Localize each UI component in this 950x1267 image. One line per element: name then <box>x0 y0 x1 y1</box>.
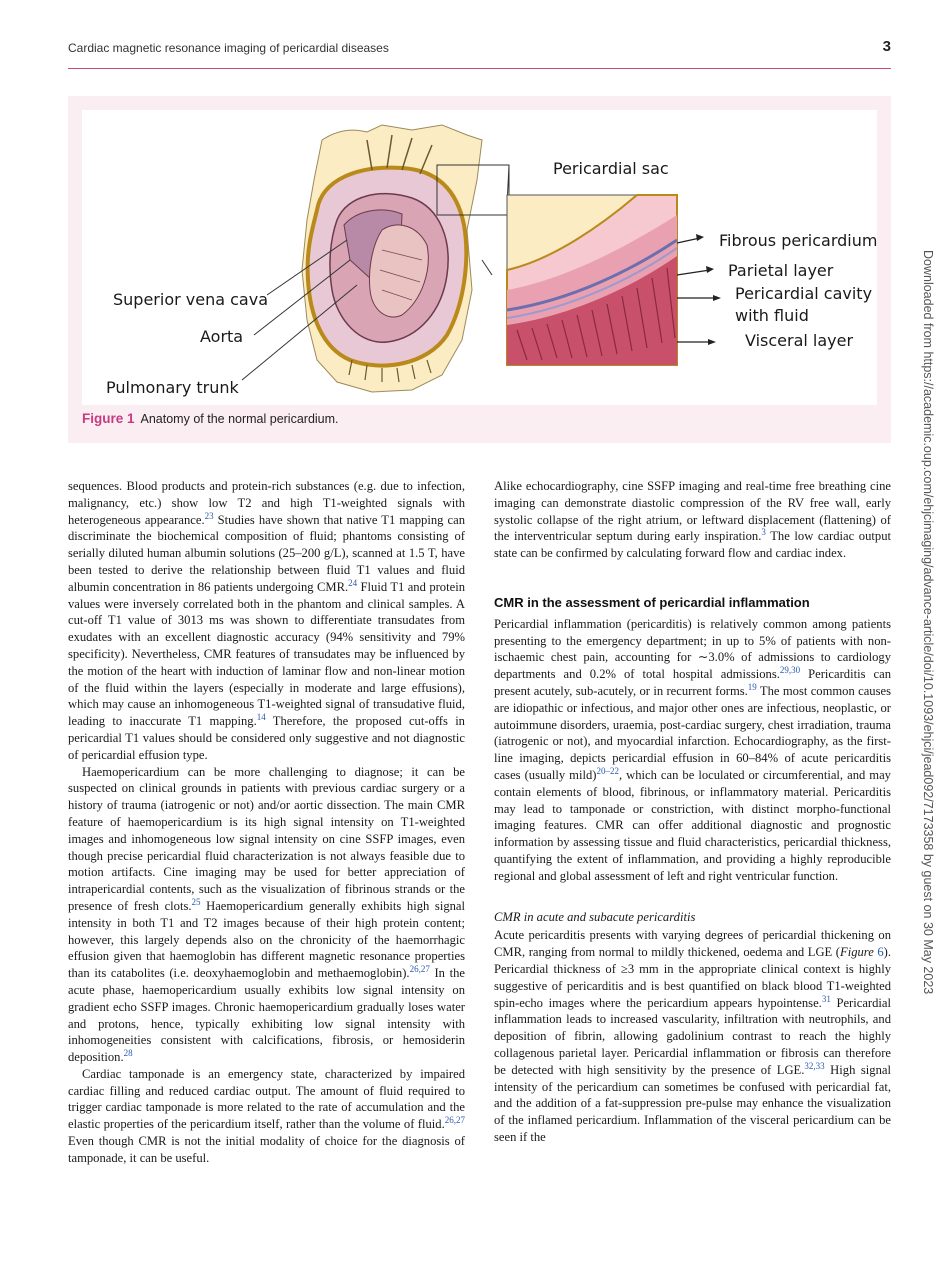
citation-link[interactable]: 19 <box>747 681 757 692</box>
label-fibrous-pericardium: Fibrous pericardium <box>719 231 878 250</box>
running-head: Cardiac magnetic resonance imaging of pericardial diseases <box>68 41 389 55</box>
download-notice-text: Downloaded from https://academic.oup.com/ehjcimaging/advance-article/doi/10.1093/ehjci/jead092/7173358 by guest on 30 May 2023 <box>921 250 935 995</box>
paragraph: Cardiac tamponade is an emergency state, characterized by impaired cardiac filling and reduced cardiac output. The amount of fluid required to trigger cardiac tamponade is more related to the rate of accumulation and the elastic properties of the pericardium itself, rather than the volume of fluid.$^{26,27}$ Even though CMR is not the initial modality of choice for the diagnosis of tamponade, it can be useful. <box>68 1066 465 1165</box>
pericardium-illustration <box>82 110 877 405</box>
label-parietal-layer: Parietal layer <box>728 261 834 280</box>
label-visceral-layer: Visceral layer <box>745 331 854 350</box>
label-pericardial-cavity-line2: with fluid <box>735 306 809 325</box>
paragraph: Acute pericarditis presents with varying degrees of pericardial thickening on CMR, ranging from normal to mildly thickened, oedema and LGE (Figure 6). Pericardial thickness of ≥3 mm in the appropriate clinical context is highly suggestive of pericarditis and is best quantified on black blood T1-weighted spin-echo images where the pericardium appears hypointense.$^{31}$ Pericardial inflammation leads to increased vascularity, infiltration with neutrophils, and deposition of fibrin, allowing gadolinium contrast to reach the highly collagenous parietal layer. Pericardial inflammation or fibrosis can therefore be detected with high sensitivity by the presence of LGE.$^{32,33}$ High signal intensity of the pericardium can sometimes be confused with pericardial fat, and the addition of a fat-suppression pre-pulse may enhance the visualization of the inflamed pericardium. Inflammation of the visceral pericardium can be seen if the <box>494 928 891 1144</box>
label-pericardial-sac: Pericardial sac <box>553 159 669 178</box>
figure-caption-text: Anatomy of the normal pericardium. <box>140 412 339 426</box>
page-header <box>68 38 891 69</box>
citation-link[interactable]: 23 <box>204 510 214 521</box>
paragraph: Haemopericardium can be more challenging to diagnose; it can be suspected on clinical grounds in patients with previous cardiac surgery or a history of trauma (iatrogenic or not) and/or aortic dissection. The main CMR feature of haemopericardium is its high signal intensity on T1-weighted images and inhomogeneous low signal intensity on cine SSFP images, even though precise pericardial fluid characterization is not always feasible due to motion artifacts. Cine imaging may be used for better appreciation of intrapericardial contents, such as the visualization of fibrinous strands or the presence of fresh clots.$^{25}$ Haemopericardium generally exhibits high signal intensity in both T1 and T2 images because of their high protein content; however, this largely depends also on the chronicity of the haemorrhagic effusion given that haemoglobin has different magnetic resonance properties than its catabolites (i.e. deoxyhaemoglobin and methaemoglobin).$^{26,27}$ In the acute phase, haemopericardium usually exhibits low signal intensity on gradient echo SSFP images. Chronic haemopericardium gradually loses water and protons, hence, typically exhibiting low signal intensity with inhomogeneities consistent with calcifications, fibrosis, or hemosiderin deposition.$^{28}$ <box>68 764 465 1065</box>
download-watermark <box>921 250 935 1010</box>
paragraph: Alike echocardiography, cine SSFP imaging and real-time free breathing cine imaging can demonstrate diastolic compression of the RV free wall, early systolic collapse of the right atrium, or leftward displacement (flattening) of the interventricular septum during early inspiration.$^3$ The low cardiac output state can be confirmed by calculating forward flow and cardiac index. <box>494 479 891 561</box>
figure-1 <box>68 96 891 443</box>
citation-link[interactable]: 3 <box>761 527 766 538</box>
citation-link[interactable]: 32,33 <box>804 1060 825 1071</box>
left-column <box>68 478 465 1167</box>
paragraph: sequences. Blood products and protein-rich substances (e.g. due to infection, malignancy, etc.) show low T2 and high T1-weighted signals with heterogeneous appearance.$^{23}$ Studies have shown that native T1 mapping can discriminate the biochemical composition of fluid; phantoms consisting of serially diluted human albumin solutions (25–200 g/L), scanned at 1.5 T, have been tested to derive the relationship between fluid T1 values and fluid albumin concentration in 86 patients undergoing CMR.$^{24}$ Fluid T1 and protein values were inversely correlated both in the phantom and clinical samples. A cut-off T1 value of 3013 ms was shown to differentiate transudates from exudates with an excellent diagnostic accuracy (94% sensitivity and 79% specificity). Nevertheless, CMR features of transudates may be influenced by the motion of the heart with induction of laminar flow and non-linear motion of the fluid within the layers (especially in moderate and large effusions), which may cause an inhomogeneous T1-weighted signal of transudative fluid, leading to inaccurate T1 mapping.$^{14}$ Therefore, the proposed cut-offs in pericardial T1 values should be considered only suggestive and not diagnostic of pericardial effusion type. <box>68 479 465 762</box>
right-column <box>494 478 891 1146</box>
figure-caption <box>82 411 339 426</box>
figure-number-link[interactable]: 6 <box>877 945 884 960</box>
figure-reference-link[interactable]: Figure <box>840 945 874 960</box>
section-heading: CMR in the assessment of pericardial inflammation <box>494 594 810 610</box>
label-pulmonary-trunk: Pulmonary trunk <box>106 378 239 397</box>
label-superior-vena-cava: Superior vena cava <box>113 290 268 309</box>
figure-illustration-panel <box>82 110 877 405</box>
citation-link[interactable]: 24 <box>348 577 358 588</box>
paragraph: Pericardial inflammation (pericarditis) is relatively common among patients presenting to the emergency department; in up to 5% of patients with non-ischaemic chest pain, accounting for ∼3.0% of admissions to cardiology departments and 0.2% of total hospital admissions.$^{29,30}$ Pericarditis can present acutely, sub-acutely, or in recurrent forms.$^{19}$ The most common causes are idiopathic or infectious, and major other ones are infectious, neoplastic, or autoimmune disorders, uraemia, post-cardiac surgery, chest irradiation, trauma (iatrogenic or not), and myocardial infarction. Echocardiography, as the first-line imaging, depicts pericardial effusion in 60–84% of acute pericarditis cases (usually mild)$^{20-22}$, which can be loculated or circumferential, and may contain elements of blood, fibrinous, or inflammatory material. Pericarditis may lead to tamponade or constriction, with distinct morpho-functional imaging features. CMR can offer additional diagnostic and prognostic information by assessing tissue and fluid characteristics, pericardial thickness, quantifying the extent of inflammation, and providing a highly reproducible regional and global assessment of left and right ventricular function. <box>494 616 891 883</box>
citation-link[interactable]: 28 <box>123 1047 133 1058</box>
figure-caption-number: Figure 1 <box>82 411 135 426</box>
citation-link[interactable]: 20–22 <box>596 765 619 776</box>
citation-link[interactable]: 31 <box>821 993 831 1004</box>
citation-link[interactable]: 14 <box>256 711 266 722</box>
citation-link[interactable]: 29,30 <box>779 664 801 675</box>
citation-link[interactable]: 26,27 <box>444 1115 465 1126</box>
label-aorta: Aorta <box>200 327 244 346</box>
page-number: 3 <box>882 38 891 55</box>
label-pericardial-cavity: Pericardial cavity <box>735 284 873 303</box>
subsection-heading: CMR in acute and subacute pericarditis <box>494 909 696 924</box>
citation-link[interactable]: 25 <box>191 896 201 907</box>
citation-link[interactable]: 26,27 <box>409 963 430 974</box>
